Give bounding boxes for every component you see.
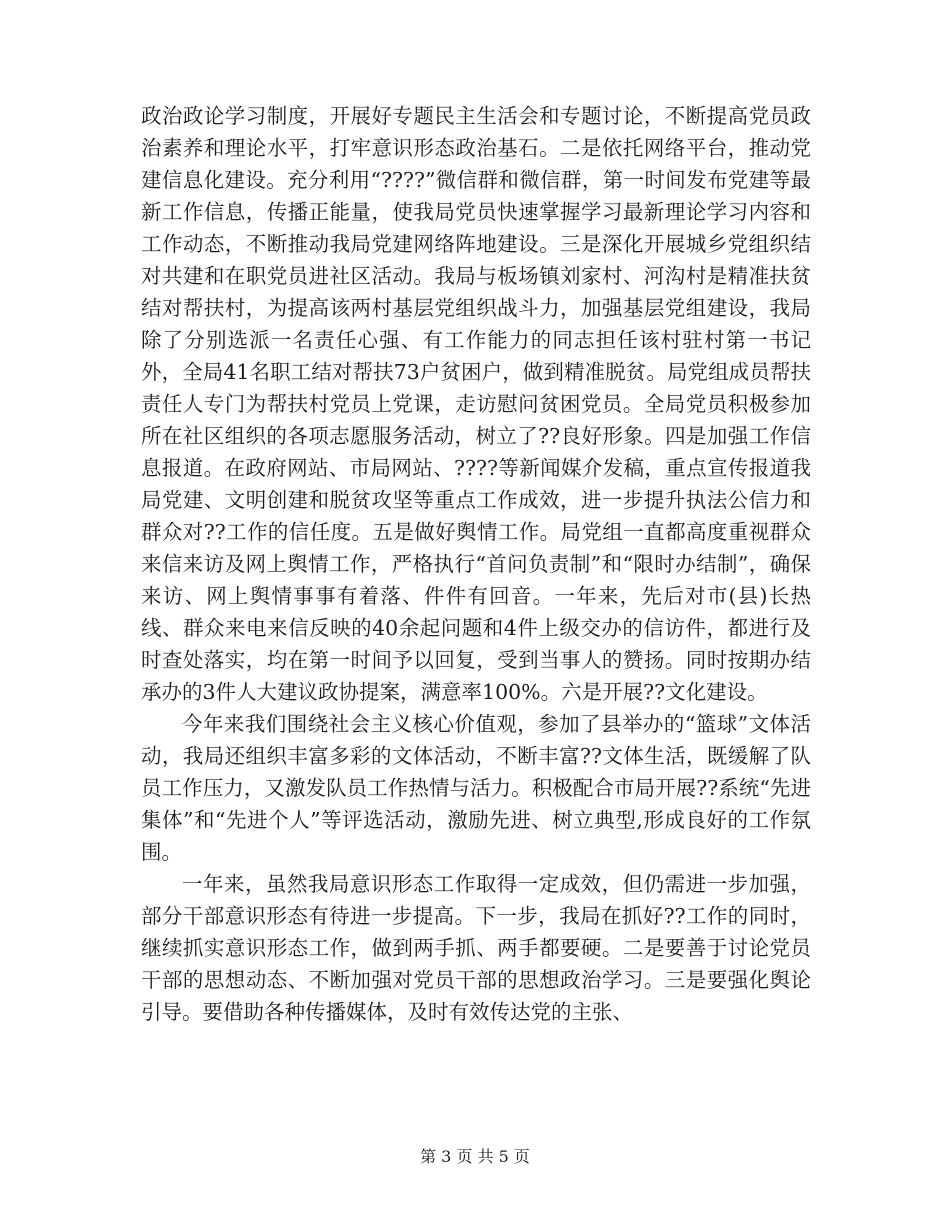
page-footer: 第 3 页 共 5 页 (420, 1147, 530, 1166)
paragraph-2: 今年来我们围绕社会主义核心价值观，参加了县举办的“篮球”文体活动，我局还组织丰富多彩的文体活动，不断丰富??文体生活，既缓解了队员工作压力，又激发队员工作热情与活力。积极配合市局开展??系统“先进集体”和“先进个人”等评选活动，激励先进、树立典型,形成良好的工作氛围。 (141, 712, 811, 864)
paragraph-1: 政治政论学习制度，开展好专题民主生活会和专题讨论，不断提高党员政治素养和理论水平，打牢意识形态政治基石。二是依托网络平台，推动党建信息化建设。充分利用“????”微信群和微信群，第一时间发布党建等最新工作信息，传播正能量，使我局党员快速掌握学习最新理论学习内容和工作动态，不断推动我局党建网络阵地建设。三是深化开展城乡党组织结对共建和在职党员进社区活动。我局与板场镇刘家村、河沟村是精准扶贫结对帮扶村，为提高该两村基层党组织战斗力，加强基层党组建设，我局除了分别选派一名责任心强、有工作能力的同志担任该村驻村第一书记外，全局41名职工结对帮扶73户贫困户，做到精准脱贫。局党组成员帮扶责任人专门为帮扶村党员上党课，走访慰问贫困党员。全局党员积极参加所在社区组织的各项志愿服务活动，树立了??良好形象。四是加强工作信息报道。在政府网站、市局网站、????等新闻媒介发稿，重点宣传报道我局党建、文明创建和脱贫攻坚等重点工作成效，进一步提升执法公信力和群众对??工作的信任度。五是做好舆情工作。局党组一直都高度重视群众来信来访及网上舆情工作，严格执行“首问负责制”和“限时办结制”，确保来访、网上舆情事事有着落、件件有回音。一年来，先后对市(县)长热线、群众来电来信反映的40余起问题和4件上级交办的信访件，都进行及时查处落实，均在第一时间予以回复，受到当事人的赞扬。同时按期办结承办的3件人大建议政协提案，满意率100%。六是开展??文化建设。 (141, 104, 811, 704)
document-body (141, 100, 811, 1028)
paragraph-3: 一年来，虽然我局意识形态工作取得一定成效，但仍需进一步加强，部分干部意识形态有待进一步提高。下一步，我局在抓好??工作的同时，继续抓实意识形态工作，做到两手抓、两手都要硬。二是要善于讨论党员干部的思想动态、不断加强对党员干部的思想政治学习。三是要强化舆论引导。要借助各种传播媒体，及时有效传达党的主张、 (141, 872, 811, 1024)
